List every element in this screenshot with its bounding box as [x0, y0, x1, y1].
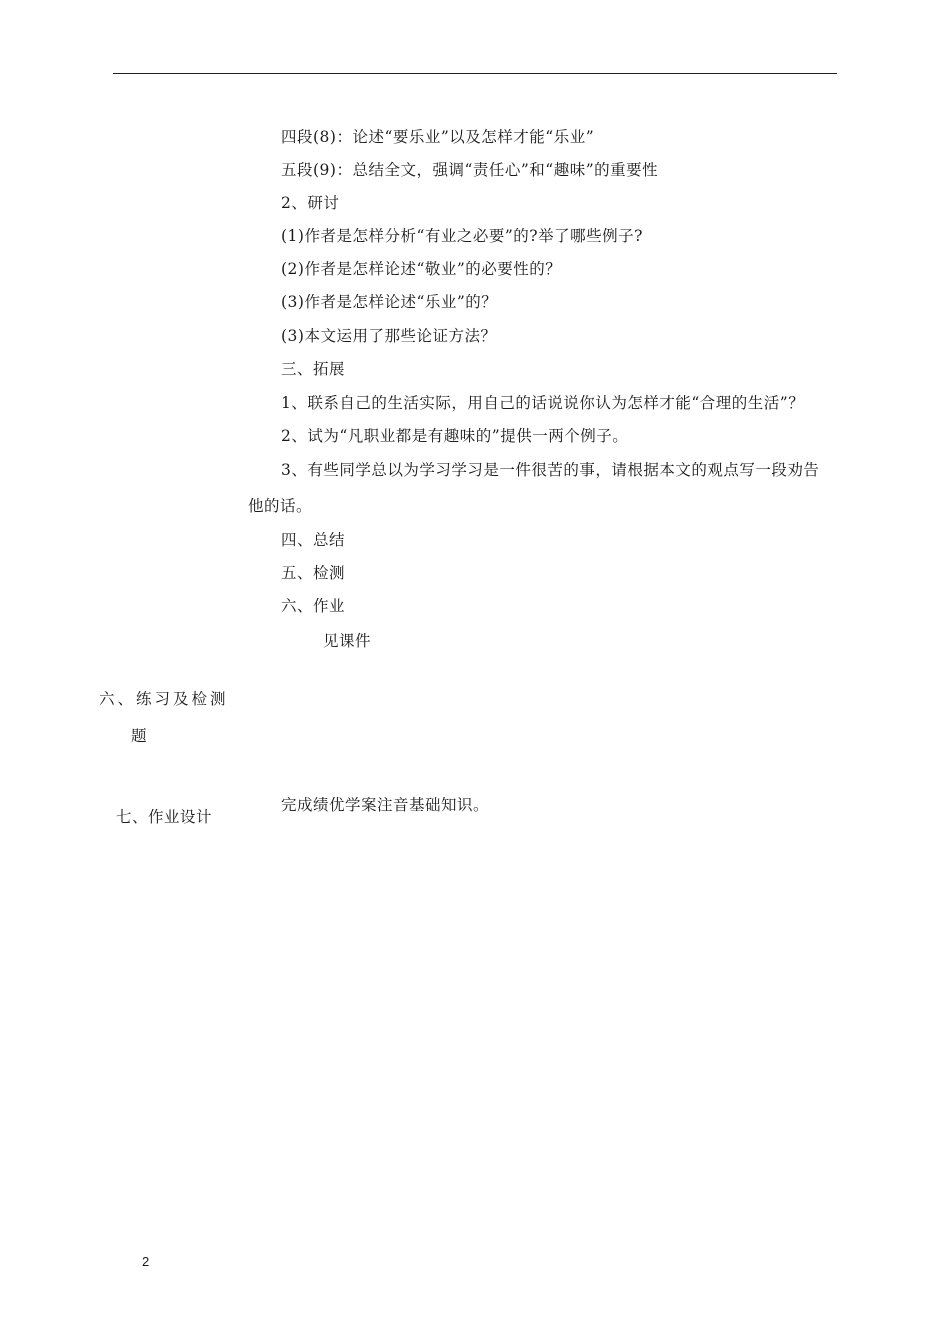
content-line: (1)作者是怎样分析“有业之必要”的?举了哪些例子? [281, 227, 643, 245]
content-line: 四、总结 [281, 531, 346, 549]
content-line: 2、试为“凡职业都是有趣味的”提供一两个例子。 [281, 427, 629, 445]
content-line: 见课件 [323, 632, 372, 650]
content-line: 2、研讨 [281, 194, 340, 212]
content-line: 他的话。 [248, 497, 313, 515]
content-line: 五段(9)：总结全文，强调“责任心”和“趣味”的重要性 [281, 161, 659, 179]
content-line: (2)作者是怎样论述“敬业”的必要性的？ [281, 260, 562, 278]
content-line: 三、拓展 [281, 360, 346, 378]
content-line: 六、作业 [281, 597, 346, 615]
exercise-section-label-cont: 题 [131, 727, 148, 745]
exercise-section-label: 六、练习及检测 [99, 690, 229, 708]
homework-text: 完成绩优学案注音基础知识。 [281, 796, 490, 814]
content-line: 五、检测 [281, 564, 346, 582]
page-number: 2 [142, 1254, 150, 1269]
content-line: 3、有些同学总以为学习学习是一件很苦的事，请根据本文的观点写一段劝告 [281, 461, 820, 479]
content-line: 四段(8)：论述“要乐业”以及怎样才能“乐业” [281, 128, 595, 146]
content-line: (3)本文运用了那些论证方法？ [281, 327, 497, 345]
header-rule [113, 73, 837, 74]
content-line: (3)作者是怎样论述“乐业”的？ [281, 293, 498, 311]
homework-section-label: 七、作业设计 [116, 808, 213, 826]
content-line: 1、联系自己的生活实际，用自己的话说说你认为怎样才能“合理的生活”？ [281, 394, 805, 412]
